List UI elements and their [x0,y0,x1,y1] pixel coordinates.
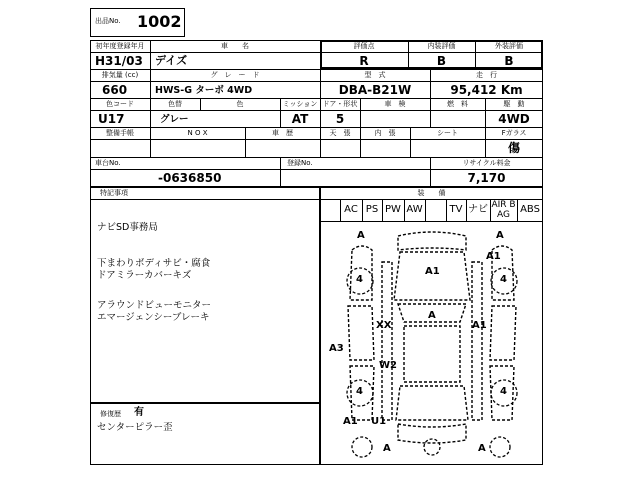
repair-label: 修復歴 [100,410,121,418]
mirror-left-shape [352,437,372,457]
chassis-label: 車台No. [95,159,121,167]
drive-value: 4WD [498,112,530,126]
damage-mark: A3 [329,343,344,354]
right-side-shape [472,262,482,420]
mission-label: ミッション [282,100,318,108]
color-change-label: 色替 [168,100,182,108]
reg-label: 初年度登録年月 [95,42,145,50]
tire-rear-left: 4 [356,386,363,397]
tire-rear-right: 4 [500,386,507,397]
door-value: 5 [335,112,345,126]
door-label: ドア・形状 [322,100,358,108]
mission-value: AT [291,112,309,126]
equipment-label: 装 備 [417,189,446,197]
interior-trim-label: 内 張 [374,129,396,137]
damage-mark: A1 [472,320,487,331]
equip-aw: AW [406,204,423,215]
equip-airbag: AIR BAG [491,200,516,220]
notes-label: 特記事項 [100,189,128,197]
nox-label: N O X [187,129,208,137]
note-line: エマージェンシーブレーキ [97,312,210,323]
color-code-label: 色コード [106,100,134,108]
equip-abs: ABS [520,204,540,215]
damage-mark: W2 [379,360,397,371]
rear-shape [396,386,468,420]
damage-mark: A [478,443,486,454]
damage-mark: A1 [486,251,501,262]
color-label: 色 [236,100,244,108]
name-value: デイズ [155,54,188,67]
recycle-label: リサイクル料金 [462,159,511,167]
exterior-score-value: B [504,54,514,68]
score-label: 評価点 [353,42,375,50]
damage-mark: A [357,230,365,241]
model-label: 型 式 [364,71,386,79]
note-line: 下まわりボディサビ・腐食 [97,258,211,269]
damage-mark: A [428,310,436,321]
fuel-label: 燃 料 [447,100,468,108]
equip-ps: PS [365,204,379,215]
color-code-value: U17 [98,112,125,126]
grade-value: HWS-G ターボ 4WD [155,85,253,96]
tire-front-left: 4 [356,274,363,285]
damage-mark: A1 [343,416,358,427]
note-line: ナビSD事務局 [97,222,158,233]
equip-tv: TV [449,204,463,215]
name-label: 車 名 [221,42,249,50]
manual-label: 整備手帳 [106,129,134,137]
drive-label: 駆 動 [503,100,525,108]
repair-value: 有 [134,407,144,418]
interior-score-value: B [436,54,447,68]
displacement-value: 660 [102,83,128,97]
damage-mark: A1 [425,266,440,277]
color-value: グレー [160,114,189,125]
score-value: R [359,54,369,68]
note-line: ドアミラーカバーキズ [97,270,192,281]
damage-mark: XX [376,320,392,331]
tire-front-right: 4 [500,274,507,285]
chassis-value: -0636850 [158,171,222,185]
damage-mark: A [383,443,391,454]
lot-number: 1002 [137,12,182,31]
left-door-shape [348,306,374,360]
damage-mark: A [496,230,504,241]
displacement-label: 排気量 (cc) [101,71,139,79]
equip-ac: AC [344,204,358,215]
equip-navi: ナビ [468,204,488,215]
mirror-right-shape [490,437,510,457]
right-door-shape [490,306,516,360]
damage-mark: U1 [371,416,387,427]
repair-detail: センターピラー歪 [97,422,173,433]
history-label: 車 歴 [272,129,293,137]
rear-bumper-shape [398,424,466,443]
recycle-value: 7,170 [467,171,506,185]
exterior-score-label: 外装評価 [495,42,523,50]
regno-label: 登録No. [287,159,313,167]
seat-label: シート [437,129,458,137]
front-bumper-shape [398,232,466,250]
reg-value: H31/03 [95,54,143,68]
note-line: アラウンドビューモニター [97,300,212,311]
equip-pw: PW [385,204,401,215]
mileage-value: 95,412 Km [450,83,523,97]
mileage-label: 走 行 [476,71,497,79]
spare-shape [424,439,440,455]
interior-score-label: 内装評価 [427,42,456,50]
glass-value: 傷 [507,141,520,155]
lot-label: 出品No. [95,17,121,25]
cabin-shape [404,326,460,382]
left-side-shape [382,262,392,420]
capacity-label: 車 検 [384,100,406,108]
grade-label: グ レ ー ド [210,71,260,79]
model-value: DBA-B21W [338,83,412,97]
sunroof-label: 天 張 [329,129,351,137]
glass-label: Fガラス [501,129,527,137]
